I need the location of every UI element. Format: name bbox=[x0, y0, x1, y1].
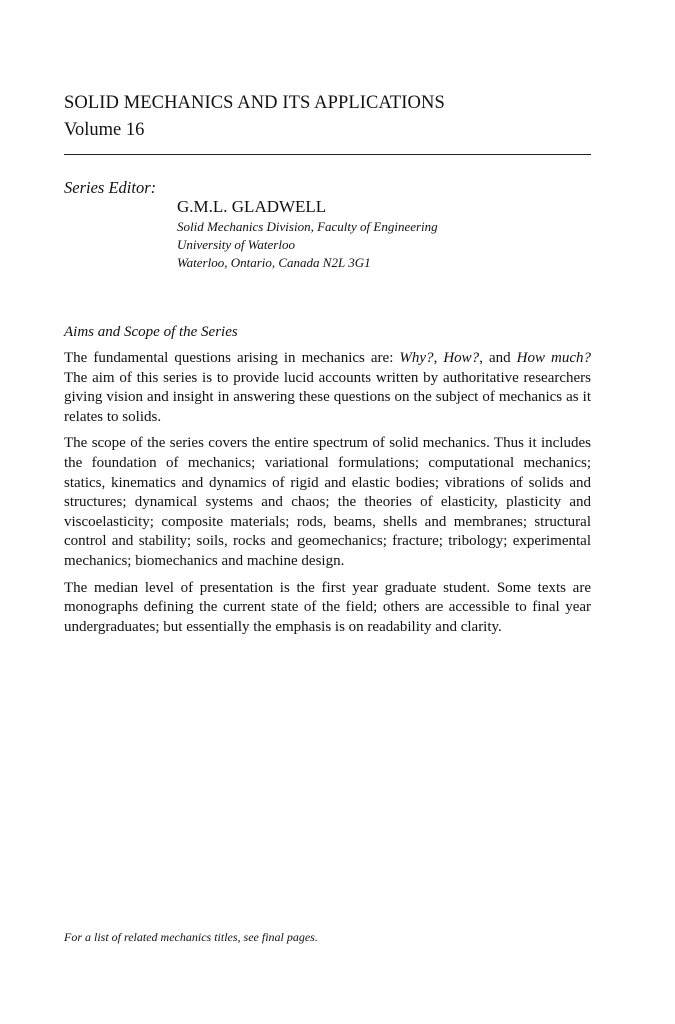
series-editor-block bbox=[177, 196, 438, 272]
p1-separator-and: , and bbox=[479, 350, 517, 366]
aims-paragraph-2: The scope of the series covers the entire spectrum of solid mechanics. Thus it includes the foundation of mechanics; variational formulations; computational mechanics; statics, kinematics and dynamics of rigid and elastic bodies; vibrations of solids and structures; dynamical systems and chaos; the theories of elasticity, plasticity and viscoelasticity; composite materials; rods, beams, shells and membranes; structural control and stability; soils, rocks and geomechanics; fracture; tribology; experimental mechanics; biomechanics and machine design. bbox=[64, 435, 591, 569]
aims-scope-heading: Aims and Scope of the Series bbox=[64, 324, 238, 340]
editor-affiliation-address: Waterloo, Ontario, Canada N2L 3G1 bbox=[177, 255, 371, 270]
series-title: SOLID MECHANICS AND ITS APPLICATIONS bbox=[64, 93, 445, 113]
question-why: Why? bbox=[399, 350, 434, 366]
question-how-much: How much? bbox=[516, 350, 592, 366]
p1-lead-text: The fundamental questions arising in mechanics are: bbox=[64, 350, 400, 366]
p1-rest-text: The aim of this series is to provide lucid accounts written by authoritative researchers giving vision and insight in answering these questions on the subject of mechanics as it relates to solids. bbox=[64, 369, 591, 425]
page bbox=[64, 0, 591, 1024]
horizontal-rule bbox=[64, 154, 591, 155]
series-editor-label: Series Editor: bbox=[64, 178, 157, 197]
series-editor-name: G.M.L. GLADWELL bbox=[177, 197, 327, 216]
footnote: For a list of related mechanics titles, see final pages. bbox=[64, 930, 318, 944]
aims-paragraph-3: The median level of presentation is the first year graduate student. Some texts are monographs defining the current state of the field; others are accessible to final year undergraduates; but essentially the emphasis is on readability and clarity. bbox=[64, 579, 591, 635]
p1-separator: , bbox=[433, 350, 444, 366]
volume-number: Volume 16 bbox=[64, 120, 145, 140]
question-how: How? bbox=[443, 350, 480, 366]
editor-affiliation-university: University of Waterloo bbox=[177, 237, 295, 252]
aims-scope-body bbox=[64, 349, 591, 644]
editor-affiliation-division: Solid Mechanics Division, Faculty of Engineering bbox=[177, 219, 438, 234]
aims-paragraph-1 bbox=[64, 349, 591, 427]
